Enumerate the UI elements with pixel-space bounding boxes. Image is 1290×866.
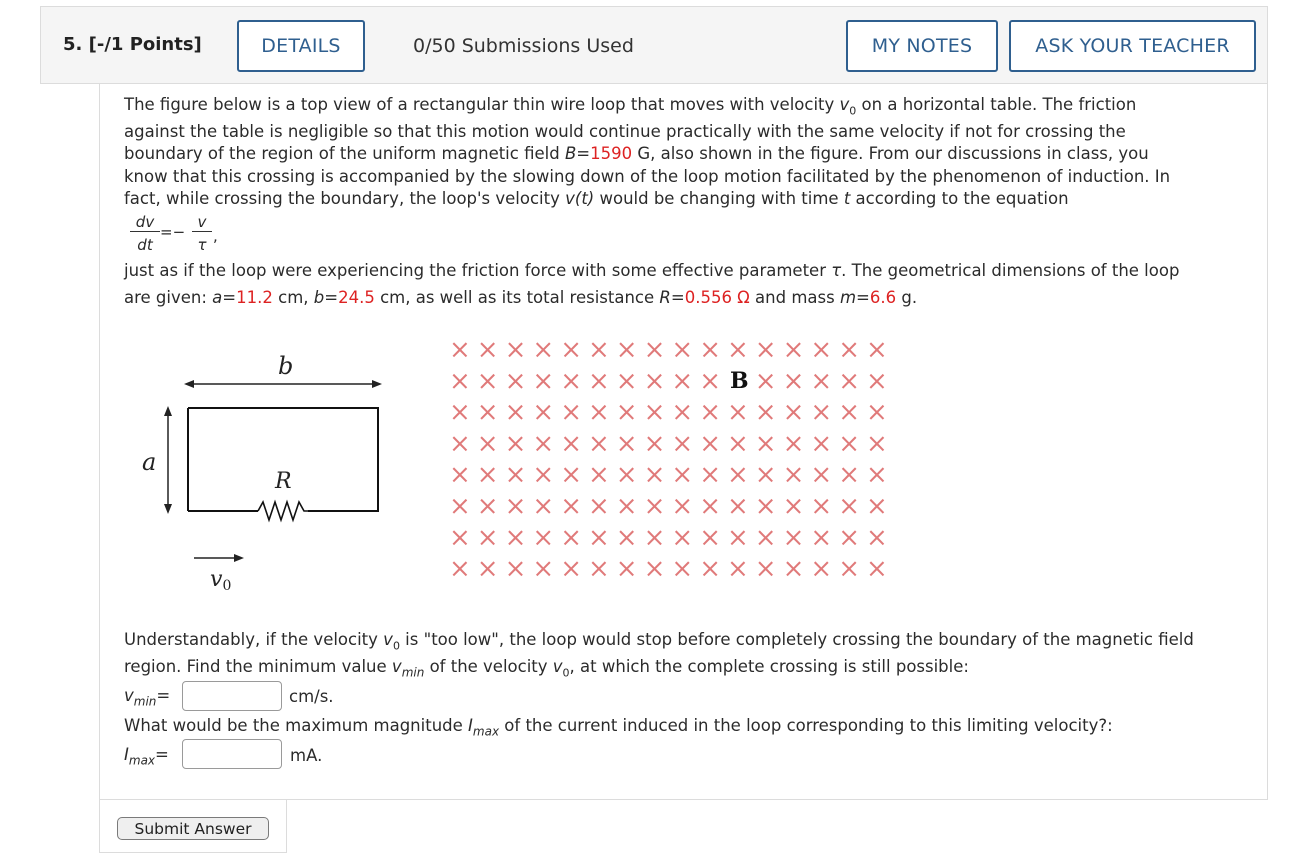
field-cross: × (671, 522, 694, 553)
field-cross: × (532, 460, 555, 491)
field-cross: × (754, 491, 777, 522)
b-arrow-head-right (372, 380, 382, 388)
field-cross: × (810, 366, 833, 397)
field-cross: × (588, 335, 610, 365)
problem-text-line-7: are given: a=11.2 cm, b=24.5 cm, as well as its total resistance R=0.556 Ω and mass m=6.6 g. (124, 288, 918, 307)
field-cross: × (588, 397, 610, 428)
problem-text-line-2: against the table is negligible so that this motion would continue practically with the same velocity if not for crossing the (124, 122, 1126, 141)
field-cross: × (866, 522, 888, 553)
velocity-arrow-head (234, 554, 244, 562)
field-cross: × (754, 366, 777, 397)
field-cross: × (504, 491, 527, 522)
field-cross: × (504, 554, 527, 585)
given-a-value: 11.2 (236, 288, 273, 307)
field-cross: × (782, 335, 805, 365)
field-cross: × (838, 554, 860, 585)
field-cross: × (727, 335, 749, 365)
field-cross: × (866, 366, 888, 397)
field-cross: × (449, 366, 471, 397)
field-cross: × (615, 491, 638, 522)
field-cross: × (866, 428, 888, 459)
field-cross: × (810, 397, 833, 428)
field-cross: × (754, 460, 777, 491)
submit-answer-button[interactable]: Submit Answer (117, 817, 269, 840)
imax-unit: mA. (290, 746, 323, 765)
field-cross: × (699, 554, 721, 585)
field-cross: × (449, 397, 471, 428)
wire-loop (188, 408, 378, 511)
field-cross: × (866, 491, 888, 522)
field-cross: × (838, 522, 860, 553)
vmin-answer-input[interactable] (182, 681, 282, 711)
field-cross: × (449, 554, 471, 585)
field-cross: × (504, 397, 527, 428)
field-cross: × (449, 491, 471, 522)
field-cross: × (643, 522, 666, 553)
v0-label: v0 (210, 567, 232, 592)
field-cross: × (699, 366, 721, 397)
field-cross: × (754, 428, 777, 459)
field-cross: × (643, 554, 666, 585)
field-cross: × (476, 397, 499, 428)
field-cross: × (643, 428, 666, 459)
vmin-label: $v_{min}=$ (124, 686, 171, 709)
field-cross: × (504, 335, 527, 365)
loop-figure (130, 332, 930, 592)
b-arrow-head-left (184, 380, 194, 388)
field-cross: × (810, 460, 833, 491)
field-cross: × (671, 335, 694, 365)
field-cross: × (866, 554, 888, 585)
field-cross: × (476, 522, 499, 553)
field-cross: × (671, 554, 694, 585)
imax-answer-input[interactable] (182, 739, 282, 769)
field-cross: × (560, 491, 582, 522)
field-cross: × (615, 554, 638, 585)
question-number: 5. [-/1 Points] (63, 34, 202, 55)
field-cross: × (699, 335, 721, 365)
field-cross: × (727, 522, 749, 553)
field-cross: × (560, 397, 582, 428)
field-cross: × (838, 335, 860, 365)
field-cross: × (727, 460, 749, 491)
field-cross: × (810, 522, 833, 553)
field-cross: × (643, 366, 666, 397)
field-cross: × (476, 428, 499, 459)
problem-text-line-1: The figure below is a top view of a rectangular thin wire loop that moves with velocity $v_0$ on a horizontal table. The friction (124, 95, 1137, 118)
field-cross: × (810, 335, 833, 365)
field-cross: × (671, 460, 694, 491)
field-cross: × (727, 397, 749, 428)
field-cross: × (588, 428, 610, 459)
part-text-line-2: region. Find the minimum value $v_{min}$ of the velocity $v_0$, at which the complete crossing is still possible: (124, 657, 969, 680)
field-cross: × (615, 366, 638, 397)
my-notes-button[interactable]: MY NOTES (846, 20, 998, 72)
field-cross: × (699, 491, 721, 522)
field-cross: × (866, 335, 888, 365)
field-cross: × (449, 522, 471, 553)
field-cross: × (866, 460, 888, 491)
field-cross: × (532, 366, 555, 397)
submissions-count: 0/50 Submissions Used (413, 35, 634, 57)
vmin-unit: cm/s. (289, 687, 334, 706)
field-cross: × (560, 554, 582, 585)
field-cross: × (615, 397, 638, 428)
field-cross: × (699, 460, 721, 491)
question-header (40, 6, 1268, 84)
field-cross: × (782, 491, 805, 522)
problem-text-line-6: just as if the loop were experiencing the friction force with some effective parameter τ. The geometrical dimensions of the loop (124, 261, 1180, 280)
field-cross: × (699, 428, 721, 459)
resistor (258, 502, 308, 520)
problem-text-line-3: boundary of the region of the uniform magnetic field B=1590 G, also shown in the figure. From our discussions in class, you (124, 144, 1149, 163)
given-R-value: 0.556 Ω (684, 288, 750, 307)
field-cross: × (476, 335, 499, 365)
field-cross: × (476, 460, 499, 491)
field-cross: × (727, 491, 749, 522)
field-cross: × (560, 335, 582, 365)
field-cross: × (782, 366, 805, 397)
field-cross: × (560, 522, 582, 553)
field-cross: × (476, 491, 499, 522)
field-cross: × (727, 554, 749, 585)
given-b-value: 24.5 (338, 288, 375, 307)
field-cross: × (532, 554, 555, 585)
field-cross: × (504, 522, 527, 553)
field-cross: × (532, 428, 555, 459)
field-cross: × (615, 460, 638, 491)
field-cross: × (504, 460, 527, 491)
field-cross: × (643, 397, 666, 428)
field-cross: × (838, 460, 860, 491)
field-cross: × (671, 491, 694, 522)
field-cross: × (449, 428, 471, 459)
field-cross: × (671, 397, 694, 428)
field-cross: × (782, 460, 805, 491)
field-cross: × (699, 397, 721, 428)
field-cross: × (532, 335, 555, 365)
field-cross: × (560, 428, 582, 459)
field-cross: × (782, 554, 805, 585)
field-cross: × (754, 397, 777, 428)
field-cross: × (810, 491, 833, 522)
imax-label: $I_{max}=$ (124, 745, 169, 768)
field-cross: × (560, 366, 582, 397)
field-cross: × (615, 522, 638, 553)
magnetic-field-region (449, 335, 888, 584)
field-cross: × (838, 397, 860, 428)
field-cross: × (727, 428, 749, 459)
field-cross: × (754, 335, 777, 365)
submit-area (99, 800, 287, 853)
field-cross: × (615, 428, 638, 459)
field-cross: × (782, 397, 805, 428)
field-cross: × (643, 460, 666, 491)
details-button[interactable]: DETAILS (237, 20, 365, 72)
field-cross: × (476, 366, 499, 397)
R-label: R (275, 469, 292, 494)
field-cross: × (449, 335, 471, 365)
field-cross: × (532, 491, 555, 522)
a-arrow-head-top (164, 406, 172, 416)
field-cross: × (838, 366, 860, 397)
a-arrow-head-bottom (164, 504, 172, 514)
field-cross: × (643, 335, 666, 365)
field-cross: × (532, 397, 555, 428)
field-cross: × (810, 428, 833, 459)
problem-text-line-4: know that this crossing is accompanied by the slowing down of the loop motion facilitated by the phenomenon of induction. In (124, 167, 1171, 186)
field-cross: × (754, 554, 777, 585)
field-cross: × (449, 460, 471, 491)
b-label: b (278, 352, 294, 380)
part-text-line-1: Understandably, if the velocity $v_0$ is "too low", the loop would stop before completely crossing the boundary of the magnetic field (124, 630, 1194, 653)
a-label: a (142, 448, 157, 476)
field-cross: × (838, 428, 860, 459)
field-cross: × (504, 428, 527, 459)
field-cross: × (588, 366, 610, 397)
field-cross: × (588, 554, 610, 585)
ask-your-teacher-button[interactable]: ASK YOUR TEACHER (1009, 20, 1256, 72)
field-cross: × (504, 366, 527, 397)
field-cross: × (838, 491, 860, 522)
field-cross: × (671, 366, 694, 397)
field-cross: × (754, 522, 777, 553)
field-cross: × (588, 491, 610, 522)
field-cross: × (782, 428, 805, 459)
part-text-line-3: What would be the maximum magnitude $I_{max}$ of the current induced in the loop corresponding to this limiting velocity?: (124, 716, 1113, 739)
field-cross: × (476, 554, 499, 585)
question-body: The figure below is a top view of a rectangular thin wire loop that moves with velocity $v_0$ on a horizontal table. The friction against the table is negligible so that this motion would continue practically with the same velocity if not for crossing the boundary of the region of the uniform magnetic field B=1590 G, also shown in the figure. From our discussions in class, you know that this crossing is accompanied by the slowing down of the loop motion facilitated by the phenomenon of induction. In fact, while crossing the boundary, the loop's velocity v(t) would be changing with time t according to the equation dv dt =− v τ , just as if the loop were experiencing the friction force with some effective parameter τ. The geometrical dimensions of the loop are given: a=11.2 cm, b=24.5 cm, as well as its total resistance R=0.556 Ω and mass m=6.6 g. b a R v0 × × × × × × × × × × × × × × × × × × × × × × × × × × × × × × × × × × × × × × × × × × × × × × × × × × × × × × × × × × × × × × × × × × × × × × × × × × × × × × × × × × × × × × × × × × × × × × × × × × × × × × × × × × × × × × × × × × × × × × × × × × × × × × × B Understandably, if the velocity $v_0$ is "too low", the loop would stop before completely crossing the boundary of the magnetic field region. Find the minimum value $v_{min}$ of the velocity $v_0$, at which the complete crossing is still possible: $v_{min}=$ cm/s. What would be the maximum magnitude $I_{max}$ of the current induced in the loop corresponding to this limiting velocity?: $I_{max}=$ mA. (99, 84, 1268, 800)
field-cross: × (643, 491, 666, 522)
B-field-label: B (730, 368, 749, 394)
field-cross: × (699, 522, 721, 553)
field-cross: × (866, 397, 888, 428)
field-cross: × (560, 460, 582, 491)
field-cross: × (782, 522, 805, 553)
field-cross: × (615, 335, 638, 365)
field-cross: × (532, 522, 555, 553)
field-cross: × (588, 522, 610, 553)
field-cross: × (588, 460, 610, 491)
problem-text-line-5: fact, while crossing the boundary, the loop's velocity v(t) would be changing with time t according to the equation (124, 189, 1069, 208)
given-B-value: 1590 (590, 144, 633, 163)
field-cross: × (810, 554, 833, 585)
field-cross: × (671, 428, 694, 459)
given-m-value: 6.6 (869, 288, 897, 307)
